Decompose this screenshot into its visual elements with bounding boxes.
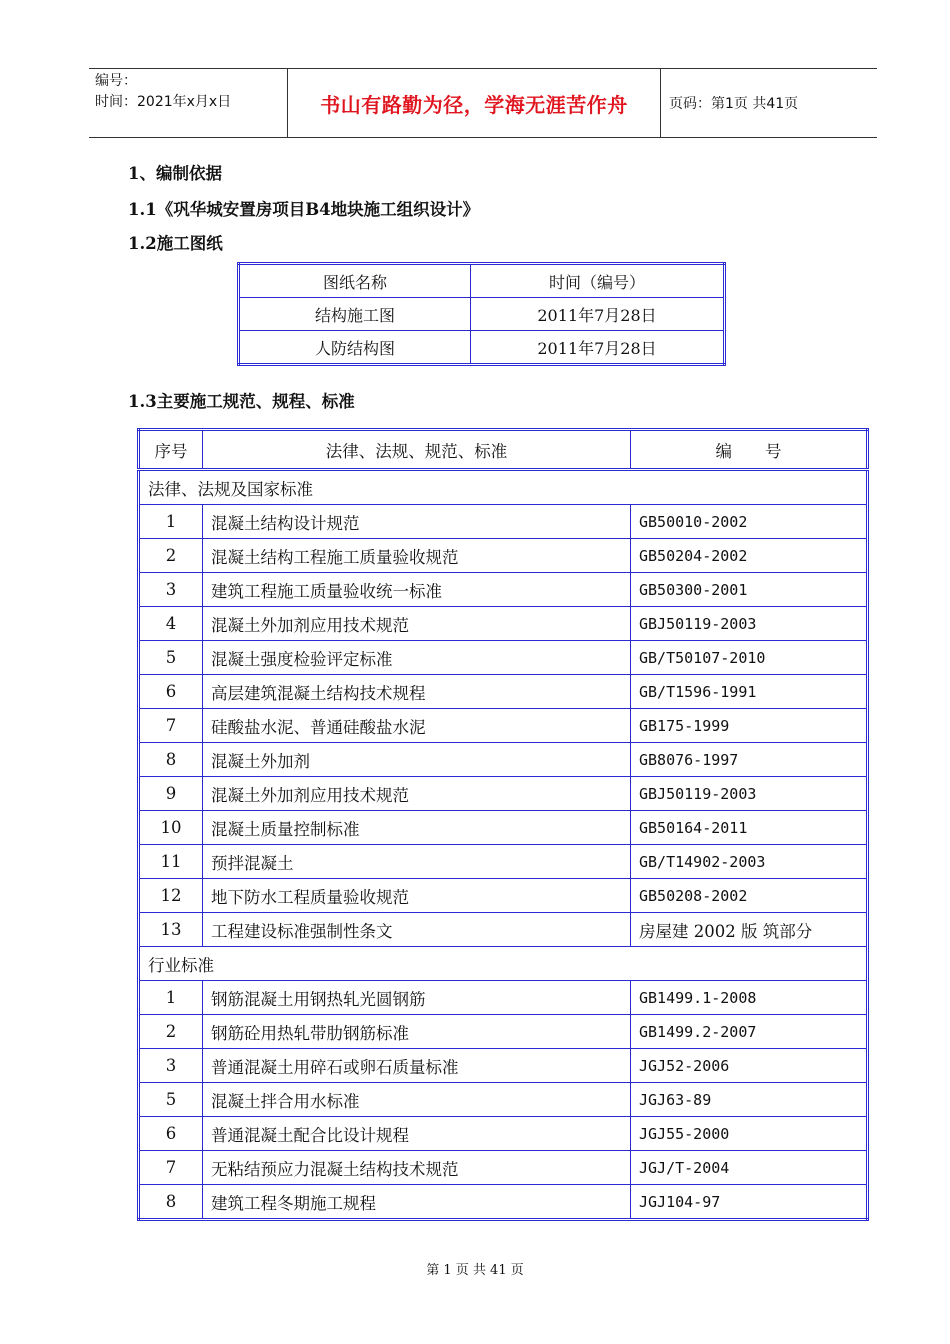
table-row [139,981,868,1015]
page-header [89,68,877,138]
table-row [139,1117,868,1151]
drawings-table [237,262,726,366]
standard-code: GB/T1596-1991 [631,675,868,709]
row-number: 6 [139,675,203,709]
standard-name: 普通混凝土用碎石或卵石质量标准 [203,1049,631,1083]
row-number: 11 [139,845,203,879]
table-row [139,811,868,845]
heading-standards: 1.3主要施工规范、规程、标准 [128,392,355,411]
standard-name: 混凝土外加剂 [203,743,631,777]
table-row [139,607,868,641]
standards-table [137,428,869,1221]
standard-name: 钢筋混凝土用钢热轧光圆钢筋 [203,981,631,1015]
row-number: 3 [139,573,203,607]
standard-code: GB175-1999 [631,709,868,743]
standard-code: GB1499.2-2007 [631,1015,868,1049]
table-row [239,331,725,365]
row-number: 2 [139,539,203,573]
standard-code: JGJ52-2006 [631,1049,868,1083]
standard-code: GB50164-2011 [631,811,868,845]
standard-name: 混凝土结构工程施工质量验收规范 [203,539,631,573]
standard-code: GB/T14902-2003 [631,845,868,879]
header-motto: 书山有路勤为径，学海无涯苦作舟 [287,69,661,137]
standard-name: 混凝土拌合用水标准 [203,1083,631,1117]
table-row [139,777,868,811]
table-row [139,1083,868,1117]
row-number: 3 [139,1049,203,1083]
table-row [139,913,868,947]
drawing-date: 2011年7月28日 [471,331,725,365]
column-header: 图纸名称 [239,264,471,298]
table-row [139,879,868,913]
heading-drawings: 1.2施工图纸 [128,234,223,253]
header-time: 时间：2021年x月x日 [95,94,232,110]
table-row [139,675,868,709]
table-row [139,1185,868,1220]
column-header: 序号 [139,430,203,470]
table-row [139,845,868,879]
table-section-row [139,947,868,981]
drawings-table-header [239,264,725,298]
standard-code: GB/T50107-2010 [631,641,868,675]
standard-name: 工程建设标准强制性条文 [203,913,631,947]
standard-name: 混凝土质量控制标准 [203,811,631,845]
standard-code: 房屋建 2002 版 筑部分 [631,913,868,947]
standard-name: 无粘结预应力混凝土结构技术规范 [203,1151,631,1185]
header-meta [95,71,285,113]
standard-name: 建筑工程施工质量验收统一标准 [203,573,631,607]
header-number: 编号： [95,73,137,89]
heading-basis: 1、编制依据 [128,164,222,183]
standard-code: JGJ104-97 [631,1185,868,1220]
drawing-name: 人防结构图 [239,331,471,365]
standard-code: GB50010-2002 [631,505,868,539]
row-number: 13 [139,913,203,947]
row-number: 12 [139,879,203,913]
column-header: 法律、法规、规范、标准 [203,430,631,470]
standard-code: GB1499.1-2008 [631,981,868,1015]
row-number: 7 [139,1151,203,1185]
table-row [139,1151,868,1185]
section-title: 行业标准 [139,947,868,981]
standard-code: GB50204-2002 [631,539,868,573]
standard-name: 混凝土外加剂应用技术规范 [203,607,631,641]
table-row [139,709,868,743]
standard-code: JGJ/T-2004 [631,1151,868,1185]
standard-code: JGJ55-2000 [631,1117,868,1151]
row-number: 5 [139,641,203,675]
standard-code: GBJ50119-2003 [631,777,868,811]
page-footer: 第 1 页 共 41 页 [426,1263,524,1278]
row-number: 1 [139,505,203,539]
standard-name: 预拌混凝土 [203,845,631,879]
standard-code: JGJ63-89 [631,1083,868,1117]
drawing-name: 结构施工图 [239,298,471,331]
standard-code: GB50300-2001 [631,573,868,607]
standard-name: 混凝土结构设计规范 [203,505,631,539]
row-number: 8 [139,1185,203,1220]
column-header: 时间（编号） [471,264,725,298]
standard-name: 混凝土强度检验评定标准 [203,641,631,675]
standard-code: GBJ50119-2003 [631,607,868,641]
table-row [139,641,868,675]
row-number: 10 [139,811,203,845]
table-section-row [139,470,868,505]
section-title: 法律、法规及国家标准 [139,470,868,505]
drawing-date: 2011年7月28日 [471,298,725,331]
standard-name: 地下防水工程质量验收规范 [203,879,631,913]
standard-name: 建筑工程冬期施工规程 [203,1185,631,1220]
row-number: 2 [139,1015,203,1049]
standards-table-header [139,430,868,470]
table-row [139,539,868,573]
row-number: 1 [139,981,203,1015]
row-number: 4 [139,607,203,641]
row-number: 6 [139,1117,203,1151]
table-row [139,573,868,607]
table-row [139,1049,868,1083]
table-row [139,505,868,539]
standard-code: GB8076-1997 [631,743,868,777]
standard-code: GB50208-2002 [631,879,868,913]
row-number: 8 [139,743,203,777]
header-page-count: 页码：第1页 共41页 [669,96,799,112]
row-number: 9 [139,777,203,811]
standard-name: 硅酸盐水泥、普通硅酸盐水泥 [203,709,631,743]
column-header: 编 号 [631,430,868,470]
standard-name: 钢筋砼用热轧带肋钢筋标准 [203,1015,631,1049]
standard-name: 普通混凝土配合比设计规程 [203,1117,631,1151]
standard-name: 混凝土外加剂应用技术规范 [203,777,631,811]
table-row [239,298,725,331]
row-number: 7 [139,709,203,743]
table-row [139,1015,868,1049]
row-number: 5 [139,1083,203,1117]
heading-design-doc: 1.1《巩华城安置房项目B4地块施工组织设计》 [128,200,480,219]
standard-name: 高层建筑混凝土结构技术规程 [203,675,631,709]
table-row [139,743,868,777]
